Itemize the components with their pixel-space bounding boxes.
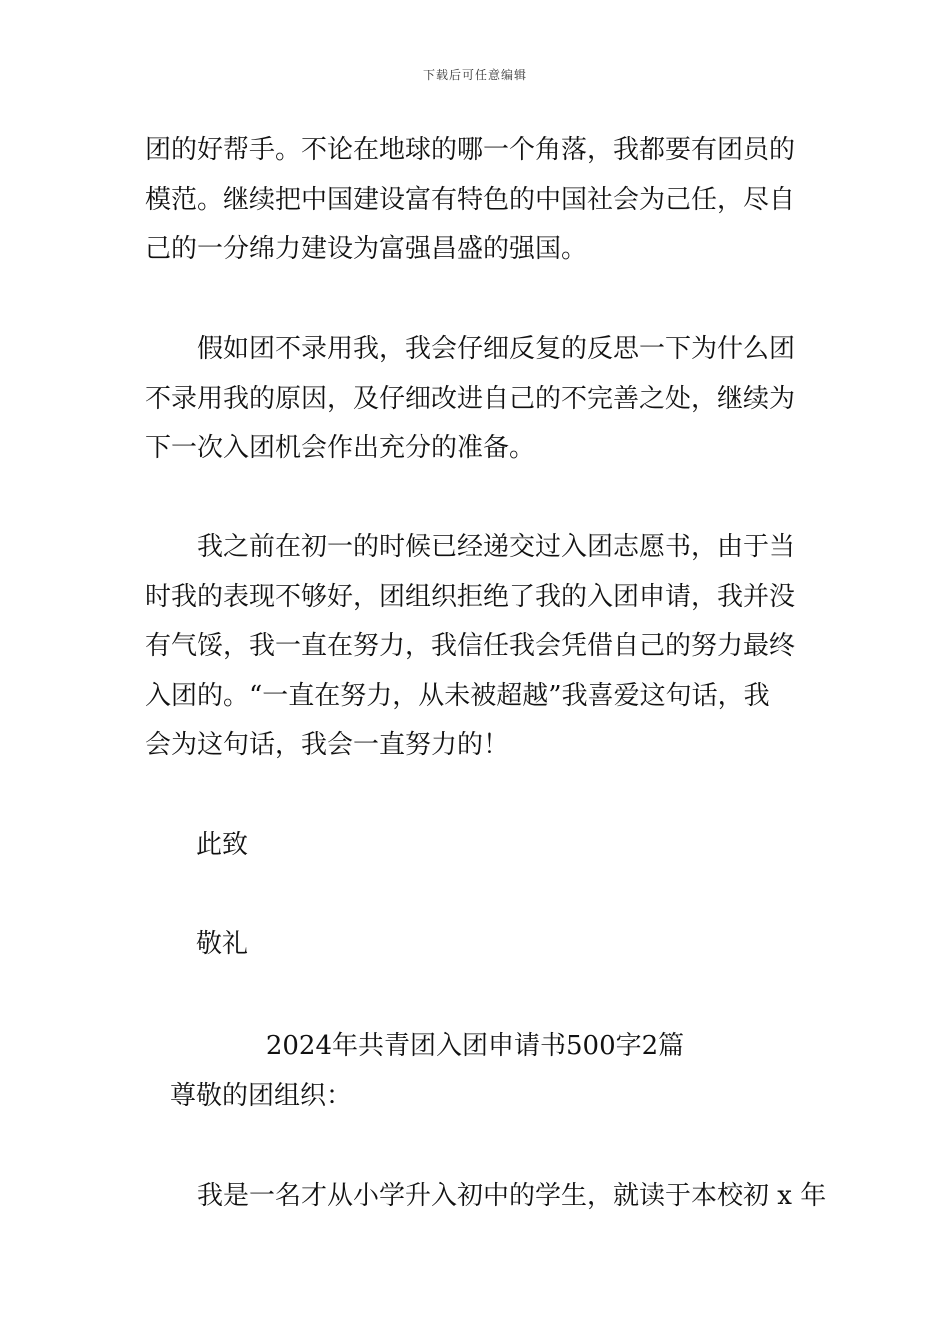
closing-jingli: 敬礼 — [196, 929, 249, 959]
paragraph-line: 会为这句话，我会一直努力的！ — [145, 730, 510, 760]
header-note: 下载后可任意编辑 — [422, 68, 527, 82]
closing-cizhi: 此致 — [196, 830, 249, 860]
letter-title: 2024年共青团入团申请书500字2篇 — [265, 1031, 685, 1061]
paragraph-line: 不录用我的原因，及仔细改进自己的不完善之处，继续为 — [145, 383, 796, 414]
paragraph-line: 有气馁，我一直在努力，我信任我会凭借自己的努力最终 — [145, 631, 796, 661]
paragraph-line: 假如团不录用我，我会仔细反复的反思一下为什么团 — [197, 334, 796, 364]
paragraph-4 — [145, 1172, 827, 1222]
paragraph-line: 己的一分绵力建设为富强昌盛的强国。 — [145, 234, 588, 264]
paragraph-line: 下一次入团机会作出充分的准备。 — [145, 433, 536, 463]
paragraph-line: 我之前在初一的时候已经递交过入团志愿书，由于当 — [197, 532, 796, 562]
paragraph-line: 时我的表现不够好，团组织拒绝了我的入团申请，我并没 — [145, 581, 796, 612]
salutation: 尊敬的团组织： — [170, 1081, 353, 1111]
paragraph-3 — [145, 523, 810, 771]
paragraph-1 — [145, 126, 810, 275]
paragraph-line: 模范。继续把中国建设富有特色的中国社会为己任，尽自 — [145, 184, 796, 215]
paragraph-line: 入团的。“一直在努力，从未被超越”我喜爱这句话，我 — [145, 680, 770, 711]
paragraph-2 — [145, 325, 810, 474]
paragraph-line: 团的好帮手。不论在地球的哪一个角落，我都要有团员的 — [145, 135, 796, 165]
paragraph-line: 我是一名才从小学升入初中的学生，就读于本校初 x 年 — [197, 1181, 827, 1211]
